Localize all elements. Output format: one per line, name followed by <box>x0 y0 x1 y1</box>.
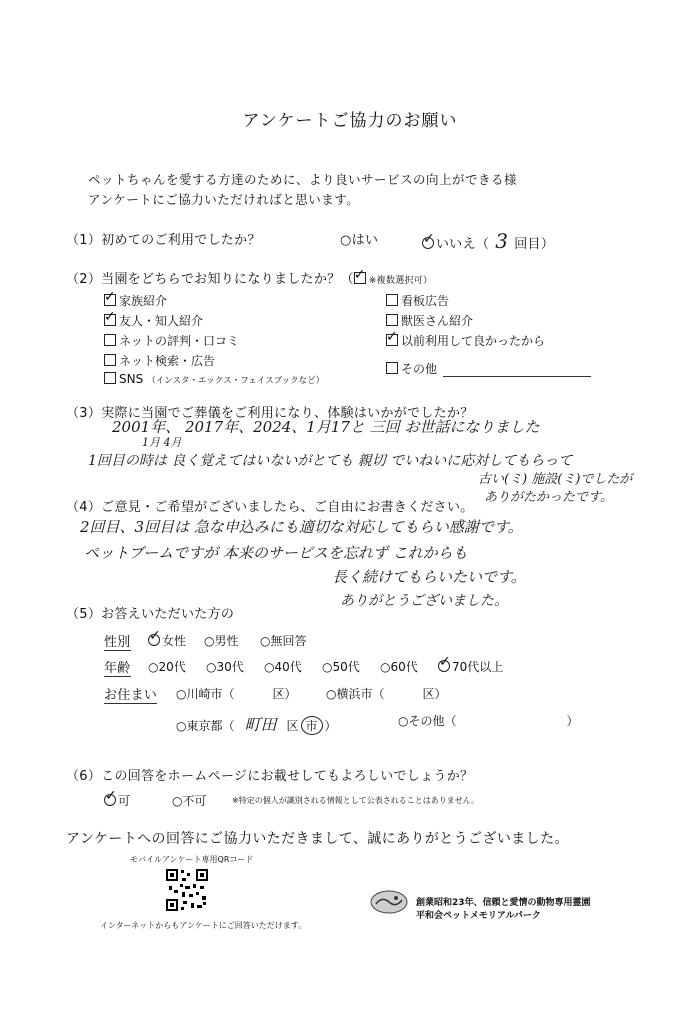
address-tokyo[interactable] <box>176 712 337 735</box>
checkbox[interactable] <box>386 362 398 374</box>
q3-answer-line-2: 1回目の時は 良く覚えてはいないがとても 親切 でいねいに応対してもらって <box>88 453 573 469</box>
q1-yes-option[interactable]: ○はい <box>340 233 379 248</box>
q1-label: （1）初めてのご利用でしたか？ <box>66 233 261 248</box>
q5-label: （5）お答えいただいた方の <box>66 607 235 622</box>
q2-multi-note: ※複数選択可） <box>368 276 433 286</box>
option-label: SNS <box>119 372 144 386</box>
radio[interactable] <box>438 654 451 672</box>
q1-no-radio[interactable] <box>422 231 436 249</box>
qr-caption: モバイルアンケート専用QRコード <box>130 855 254 864</box>
option-label: ○横浜市（ <box>326 687 385 701</box>
checkbox[interactable] <box>386 329 398 346</box>
q2-option-family[interactable] <box>104 289 168 309</box>
checkmark-icon: ✓ <box>353 267 366 283</box>
intro-line-2: アンケートにご協力いただければと思います。 <box>88 192 360 207</box>
q2-option-signboard[interactable] <box>386 292 449 309</box>
page-title: アンケートご協力のお願い <box>242 111 458 131</box>
age-30s-option[interactable]: ○30代 <box>206 660 244 674</box>
option-label: ○東京都（ <box>176 719 235 733</box>
logo-icon <box>370 890 408 914</box>
company-name: 平和会ペットメモリアルパーク <box>416 911 541 921</box>
age-50s-option[interactable]: ○50代 <box>322 660 360 674</box>
q6-label: （6）この回答をホームページにお載せしてもよろしいでしょうか？ <box>66 769 474 784</box>
option-label: その他 <box>401 362 438 376</box>
tokyo-city-value: 町田 <box>244 715 277 734</box>
q2-label-text: （2）当園をどちらでお知りになりましたか？（ <box>66 272 354 287</box>
q3-answer-line-1-sub: 1月 4月 <box>142 436 182 449</box>
gender-female-option[interactable] <box>148 628 187 649</box>
address-label: お住まい <box>104 684 157 704</box>
option-label: 女性 <box>162 634 187 648</box>
age-label: 年齢 <box>104 657 131 677</box>
q2-option-other[interactable] <box>386 360 591 377</box>
q3-answer-line-3: 古い(ミ) 施設(ミ)でしたが <box>478 472 633 487</box>
q2-label <box>66 268 432 287</box>
shi-label-circled: 市 <box>301 716 323 735</box>
checkmark-icon: ✓ <box>386 329 398 345</box>
option-label: 以前利用して良かったから <box>401 334 546 348</box>
checkmark-icon: ✓ <box>423 231 436 247</box>
gender-male-option[interactable]: ○男性 <box>204 634 239 648</box>
q2-option-friend[interactable] <box>104 309 204 329</box>
q6-no-option[interactable]: ○不可 <box>172 794 207 808</box>
q4-answer-line-2: ペットブームですが 本来のサービスを忘れず これからも <box>84 544 468 562</box>
gender-noanswer-option[interactable]: ○無回答 <box>260 634 307 648</box>
checkmark-icon: ✓ <box>104 289 116 305</box>
ku-label: 区） <box>422 687 447 701</box>
q2-option-previous[interactable] <box>386 329 546 349</box>
other-input-line[interactable] <box>443 362 591 377</box>
checkbox[interactable] <box>386 314 398 326</box>
q4-answer-line-3: 長く続けてもらいたいです。 <box>332 568 526 586</box>
q1-times-unit: 回目） <box>514 237 555 252</box>
q2-option-vet[interactable] <box>386 312 473 329</box>
q6-note: ※特定の個人が識別される情報として公表されることはありません。 <box>232 796 480 805</box>
qr-code[interactable] <box>165 868 209 912</box>
radio[interactable] <box>148 628 161 646</box>
option-label: 家族紹介 <box>119 294 168 308</box>
checkmark-icon: ✓ <box>439 654 451 670</box>
option-label: ○川崎市（ <box>176 687 235 701</box>
q3-answer-line-4: ありがたかったです。 <box>484 490 613 505</box>
q4-label: （4）ご意見・ご希望がございましたら、ご自由にお書きください。 <box>66 500 474 515</box>
sns-note: （インスタ・エックス・フェイスブックなど） <box>147 376 325 386</box>
gender-label: 性別 <box>104 631 131 651</box>
thanks-message: アンケートへの回答にご協力いただきまして、誠にありがとうございました。 <box>66 831 569 847</box>
q6-yes-option[interactable] <box>104 788 131 809</box>
close-paren: ） <box>566 714 579 728</box>
company-tagline: 創業昭和23年、信頼と愛情の動物専用霊園 <box>416 898 591 908</box>
q4-answer-line-4: ありがとうございました。 <box>340 593 508 609</box>
age-40s-option[interactable]: ○40代 <box>264 660 302 674</box>
q3-answer-line-1: 2001年、 2017年、2024、1月17と 三回 お世話になりました <box>112 418 540 436</box>
qr-code-icon <box>165 868 209 912</box>
checkbox[interactable] <box>104 334 116 346</box>
checkmark-icon: ✓ <box>104 309 116 325</box>
close-paren: ） <box>324 719 337 733</box>
q1-no-option[interactable] <box>422 229 554 253</box>
ku-label: 区） <box>272 687 297 701</box>
q2-multi-checkbox <box>353 267 366 284</box>
address-kawasaki[interactable] <box>176 685 297 702</box>
q3-label: （3）実際に当園でご葬儀をご利用になり、体験はいかがでしたか？ <box>66 406 474 421</box>
address-yokohama[interactable] <box>326 685 447 702</box>
radio[interactable] <box>104 788 117 806</box>
q1-times-value: 3 <box>495 229 509 253</box>
q2-option-sns[interactable] <box>104 372 324 386</box>
option-label: 獣医さん紹介 <box>401 314 474 328</box>
option-label: 70代以上 <box>452 660 504 674</box>
internet-note: インターネットからもアンケートにご回答いただけます。 <box>100 921 307 930</box>
option-label: ○その他（ <box>398 714 457 728</box>
intro-line-1: ペットちゃんを愛する方達のために、より良いサービスの向上ができる様 <box>88 172 518 187</box>
age-20s-option[interactable]: ○20代 <box>148 660 186 674</box>
checkmark-icon: ✓ <box>105 788 117 804</box>
checkbox[interactable] <box>104 289 116 306</box>
option-label: 看板広告 <box>401 294 450 308</box>
checkbox[interactable] <box>104 372 116 384</box>
age-70s-option[interactable] <box>438 654 504 675</box>
address-other[interactable] <box>398 712 579 729</box>
checkbox[interactable] <box>386 294 398 306</box>
ku-label: 区 <box>286 719 299 733</box>
option-label: ネット検索・広告 <box>119 354 216 368</box>
q1-no-label: いいえ（ <box>436 237 490 252</box>
option-label: ネットの評判・口コミ <box>119 334 240 348</box>
checkbox[interactable] <box>104 354 116 366</box>
checkmark-icon: ✓ <box>149 628 161 644</box>
q2-option-search[interactable] <box>104 352 215 369</box>
option-label: 友人・知人紹介 <box>119 314 204 328</box>
q4-answer-line-1: 2回目、3回目は 急な申込みにも適切な対応してもらい感謝です。 <box>80 518 523 536</box>
company-logo <box>370 890 408 914</box>
checkbox[interactable] <box>104 309 116 326</box>
age-60s-option[interactable]: ○60代 <box>380 660 418 674</box>
q2-option-review[interactable] <box>104 332 239 349</box>
option-label: 可 <box>118 794 131 808</box>
